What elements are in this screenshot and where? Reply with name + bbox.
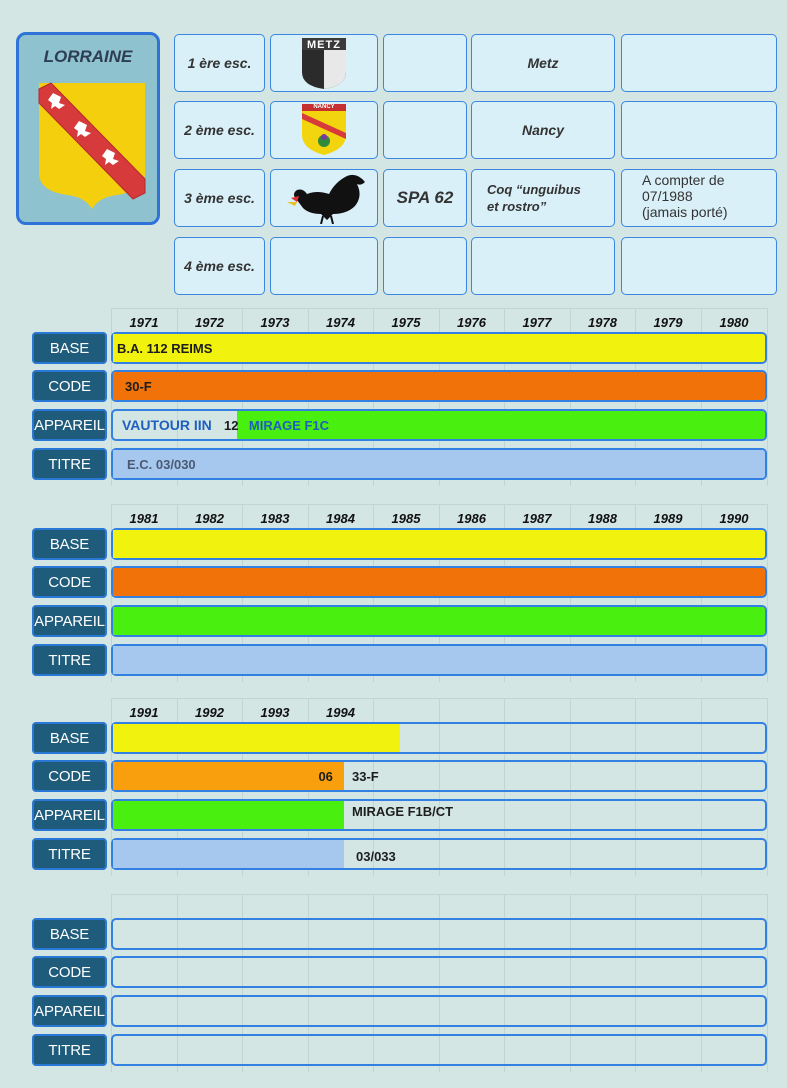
escadrille-note: A compter de 07/1988 (jamais porté)	[621, 169, 777, 227]
escadrille-note	[621, 101, 777, 159]
escadrille-spa	[383, 101, 467, 159]
rooster-icon	[271, 170, 377, 226]
year-label	[635, 698, 701, 722]
appareil-prefix-label: VAUTOUR IIN	[122, 417, 212, 433]
timeline-segment	[113, 450, 765, 478]
grid-line	[767, 308, 768, 486]
escadrille-insignia	[270, 34, 378, 92]
year-label: 1985	[391, 511, 421, 526]
escadrille-label: 4 ème esc.	[174, 237, 265, 295]
timeline-segment	[113, 607, 765, 635]
row-label-titre: TITRE	[32, 448, 107, 480]
timeline-bar-appareil	[111, 995, 767, 1027]
lorraine-coat-of-arms-icon	[37, 81, 147, 211]
escadrille-label: 1 ère esc.	[174, 34, 265, 92]
year-label: 1972	[195, 315, 224, 330]
year-label	[701, 698, 767, 722]
row-label-titre: TITRE	[32, 644, 107, 676]
timeline-segment	[113, 801, 344, 829]
year-label	[570, 894, 635, 918]
escadrille-note	[621, 34, 777, 92]
segment-label: 06	[318, 768, 333, 784]
year-label: 1984	[326, 511, 355, 526]
year-label: 1990	[719, 511, 749, 526]
year-label: 1991	[129, 705, 159, 720]
year-label: 1983	[260, 511, 290, 526]
escadrille-city	[471, 237, 615, 295]
row-label-code: CODE	[32, 566, 107, 598]
year-label	[570, 698, 635, 722]
year-label	[439, 698, 504, 722]
year-label: 1988	[588, 511, 617, 526]
timeline-bar-code	[111, 956, 767, 988]
nancy-shield-icon	[271, 102, 377, 158]
year-label: 1987	[522, 511, 552, 526]
grid-line	[767, 698, 768, 876]
year-label	[504, 698, 570, 722]
escadrille-city: Nancy	[471, 101, 615, 159]
timeline-bar-titre	[111, 1034, 767, 1066]
year-label: 1979	[653, 315, 683, 330]
code-after-label: 33-F	[352, 768, 379, 784]
insignia-text: NANCY	[313, 104, 335, 110]
year-label: 1973	[260, 315, 290, 330]
year-label	[242, 894, 308, 918]
escadrille-city: Coq “unguibus et rostro”	[471, 169, 615, 227]
segment-label: MIRAGE F1C	[248, 417, 330, 433]
year-label: 1994	[326, 705, 355, 720]
year-label: 1975	[391, 315, 421, 330]
row-label-base: BASE	[32, 332, 107, 364]
timeline-segment	[113, 568, 765, 596]
timeline-segment	[113, 724, 400, 752]
year-label: 1980	[719, 315, 749, 330]
row-label-base: BASE	[32, 722, 107, 754]
year-label	[504, 894, 570, 918]
year-label	[373, 698, 439, 722]
segment-label: 30-F	[125, 378, 152, 394]
appareil-prefix-code: 12	[224, 417, 239, 433]
year-label	[111, 894, 177, 918]
year-label	[701, 894, 767, 918]
year-label: 1986	[457, 511, 486, 526]
row-label-titre: TITRE	[32, 838, 107, 870]
year-label: 1974	[326, 315, 355, 330]
year-label: 1992	[195, 705, 224, 720]
empty-insignia	[271, 238, 377, 294]
year-label: 1976	[457, 315, 486, 330]
region-title: LORRAINE	[43, 47, 133, 66]
segment-label: B.A. 112 REIMS	[117, 340, 213, 356]
row-label-code: CODE	[32, 760, 107, 792]
year-label: 1993	[260, 705, 290, 720]
escadrille-insignia	[270, 237, 378, 295]
row-label-base: BASE	[32, 918, 107, 950]
timeline-segment	[113, 372, 765, 400]
row-label-appareil: APPAREIL	[32, 799, 107, 831]
row-label-code: CODE	[32, 370, 107, 402]
grid-line	[767, 504, 768, 682]
row-label-appareil: APPAREIL	[32, 409, 107, 441]
year-label: 1977	[522, 315, 552, 330]
escadrille-label: 3 ème esc.	[174, 169, 265, 227]
year-label	[308, 894, 373, 918]
year-label	[373, 894, 439, 918]
timeline-bar-base	[111, 918, 767, 950]
year-label: 1981	[129, 511, 159, 526]
timeline-segment	[113, 840, 344, 868]
escadrille-spa	[383, 34, 467, 92]
metz-shield-icon	[271, 35, 377, 91]
segment-label: E.C. 03/030	[127, 456, 196, 472]
year-label: 1989	[653, 511, 683, 526]
row-label-titre: TITRE	[32, 1034, 107, 1066]
escadrille-insignia	[270, 101, 378, 159]
year-label	[635, 894, 701, 918]
row-label-appareil: APPAREIL	[32, 995, 107, 1027]
timeline-segment	[113, 530, 765, 558]
insignia-text: METZ	[307, 39, 341, 51]
appareil-after-label: MIRAGE F1B/CT	[352, 803, 454, 819]
year-label: 1982	[195, 511, 224, 526]
escadrille-spa	[383, 237, 467, 295]
row-label-base: BASE	[32, 528, 107, 560]
timeline-segment	[113, 762, 344, 790]
escadrille-insignia	[270, 169, 378, 227]
row-label-code: CODE	[32, 956, 107, 988]
year-label	[439, 894, 504, 918]
timeline-segment	[113, 646, 765, 674]
titre-after-label: 03/033	[356, 848, 396, 864]
escadrille-spa: SPA 62	[383, 169, 467, 227]
region-crest-card	[16, 32, 160, 225]
year-label	[177, 894, 242, 918]
escadrille-city: Metz	[471, 34, 615, 92]
grid-line	[767, 894, 768, 1072]
escadrille-label: 2 ème esc.	[174, 101, 265, 159]
escadrille-note	[621, 237, 777, 295]
year-label: 1971	[129, 315, 159, 330]
year-label: 1978	[588, 315, 617, 330]
row-label-appareil: APPAREIL	[32, 605, 107, 637]
